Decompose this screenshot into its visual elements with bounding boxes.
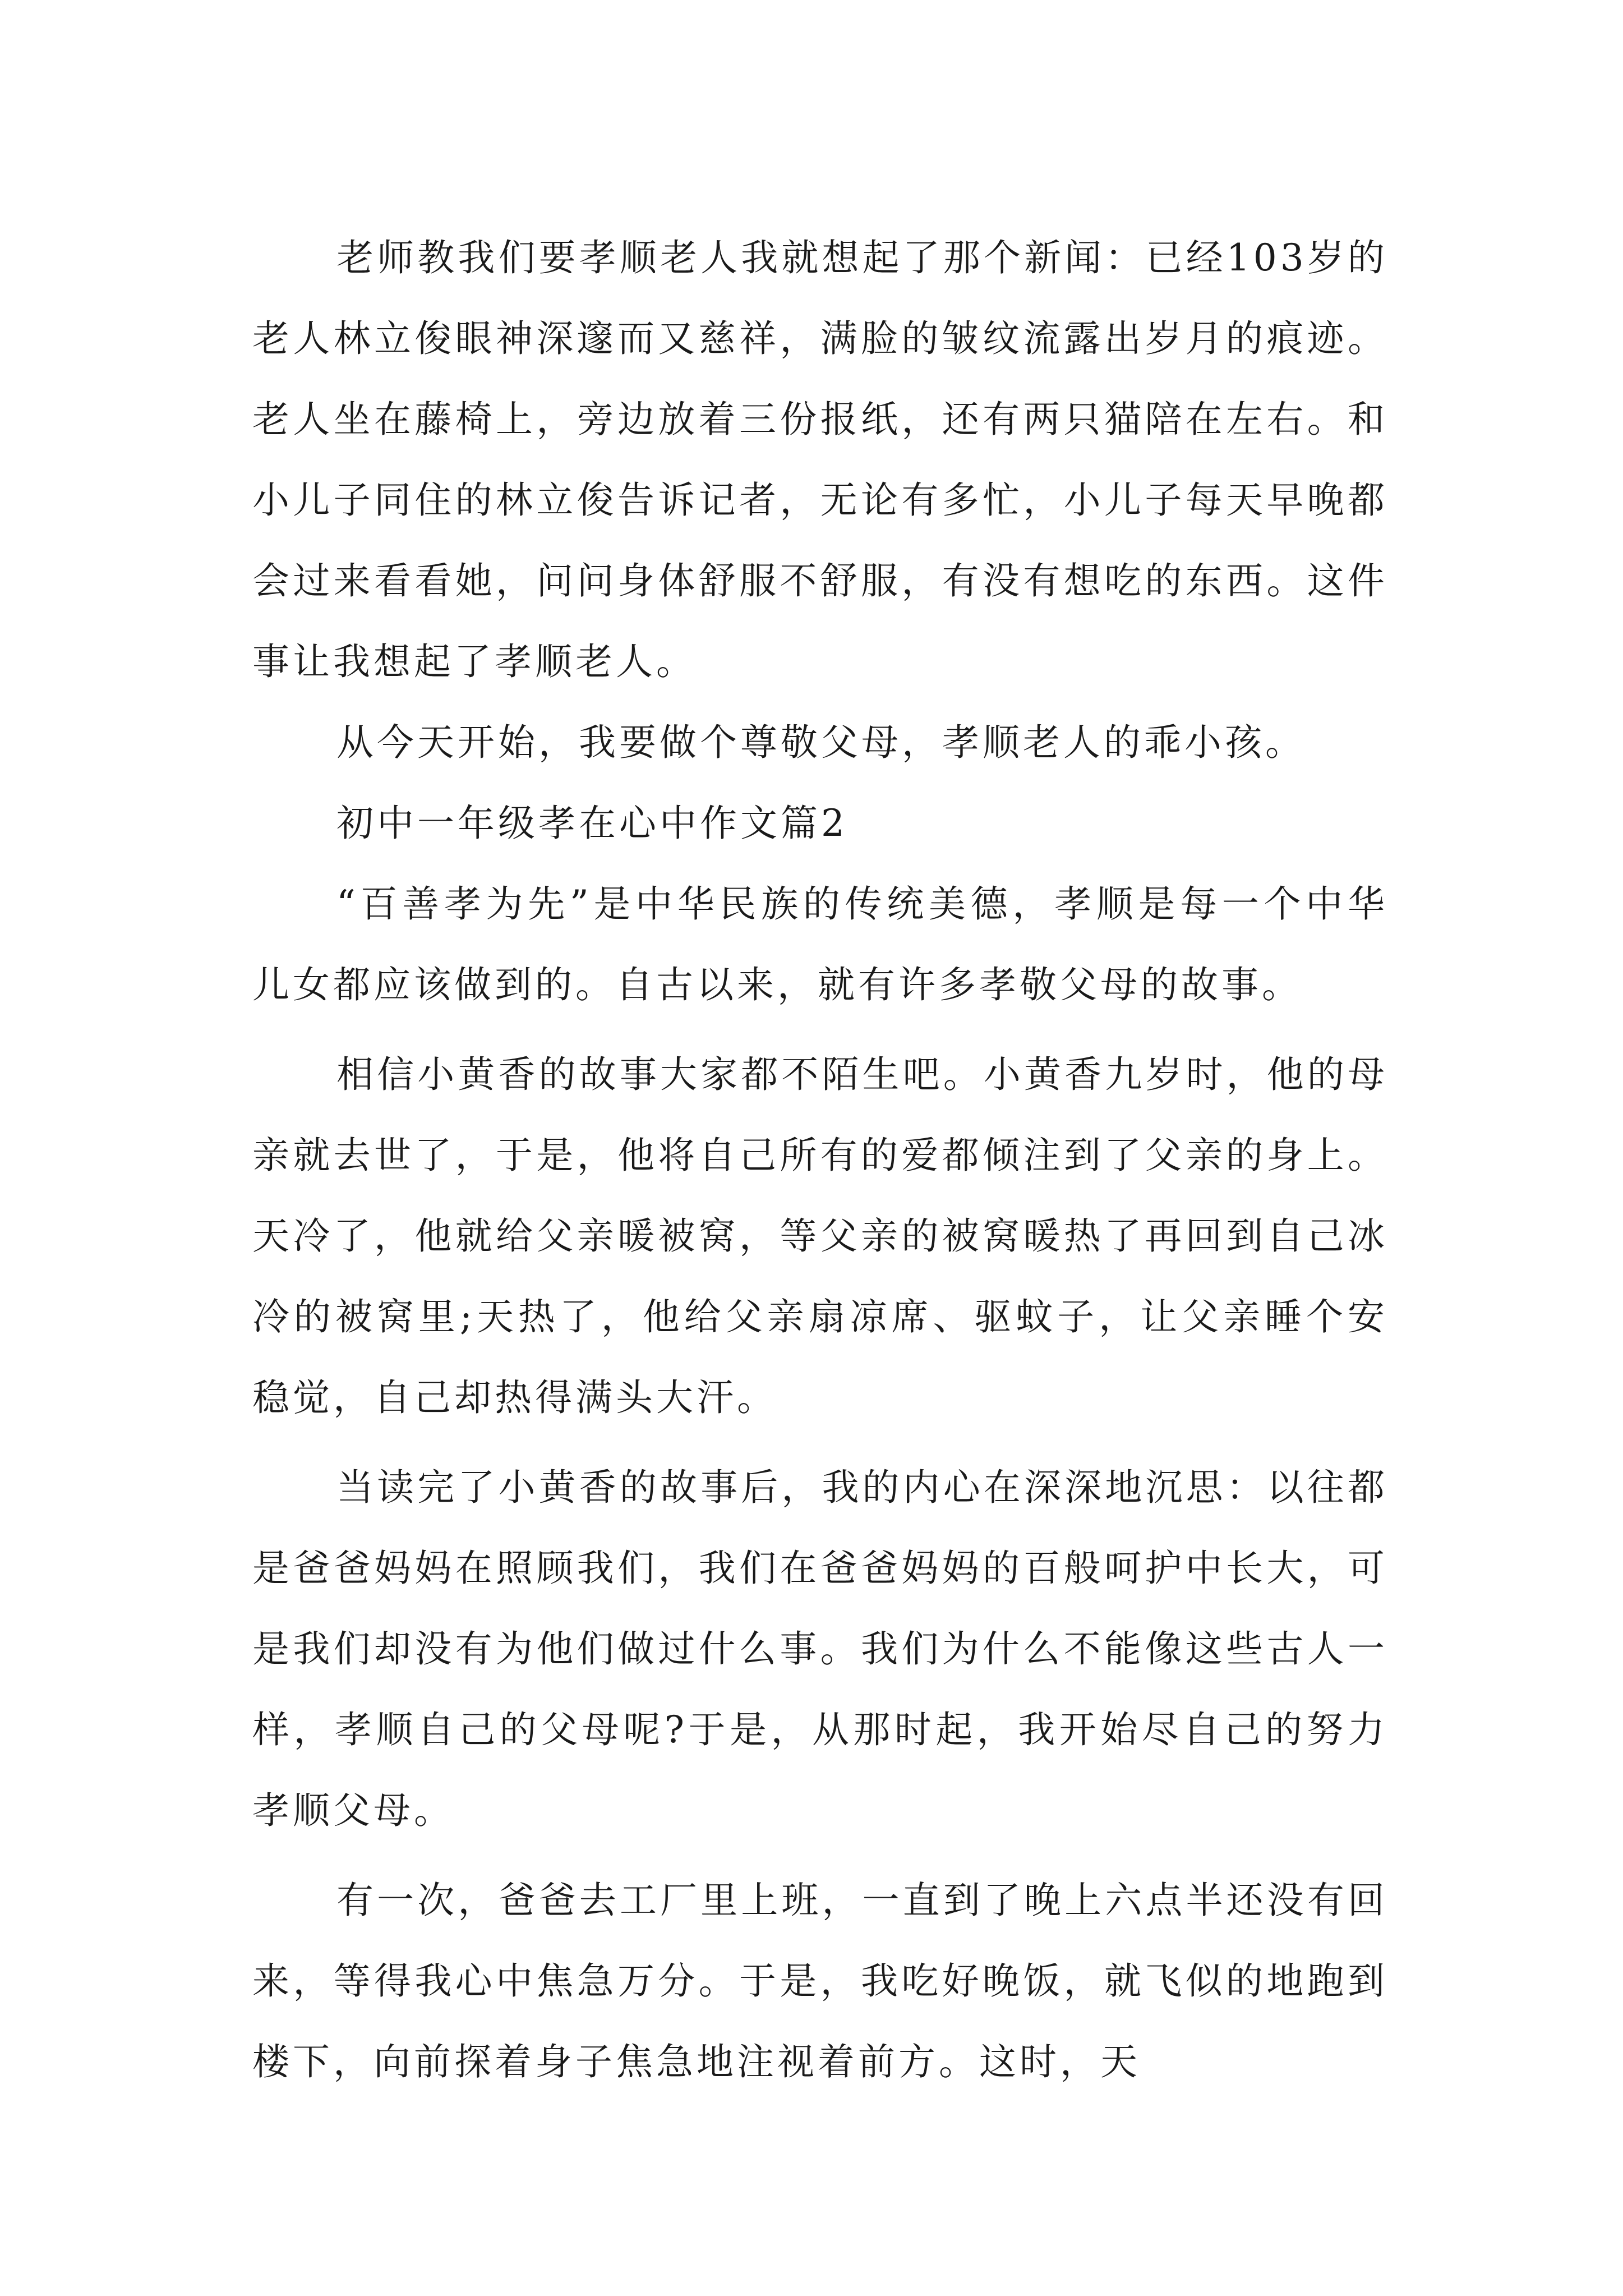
- essay-heading: 初中一年级孝在心中作文篇2: [336, 802, 848, 845]
- document-body: [252, 218, 1388, 2102]
- paragraph-4: 相信小黄香的故事大家都不陌生吧。小黄香九岁时，他的母亲就去世了，于是，他将自己所有的爱都倾注到了父亲的身上。天冷了，他就给父亲暖被窝，等父亲的被窝暖热了再回到自己冰冷的被窝里;天热了，他给父亲扇凉席、驱蚊子，让父亲睡个安稳觉，自己却热得满头大汗。: [252, 1053, 1388, 1419]
- paragraph-2: 从今天开始，我要做个尊敬父母，孝顺老人的乖小孩。: [336, 721, 1306, 764]
- paragraph-1: 老师教我们要孝顺老人我就想起了那个新闻：已经103岁的老人林立俊眼神深邃而又慈祥，满脸的皱纹流露出岁月的痕迹。老人坐在藤椅上，旁边放着三份报纸，还有两只猫陪在左右。和小儿子同住的林立俊告诉记者，无论有多忙，小儿子每天早晚都会过来看看她，问问身体舒服不舒服，有没有想吃的东西。这件事让我想起了孝顺老人。: [252, 236, 1388, 683]
- paragraph-3: “百善孝为先”是中华民族的传统美德，孝顺是每一个中华儿女都应该做到的。自古以来，就有许多孝敬父母的故事。: [252, 882, 1388, 1006]
- paragraph-5: 当读完了小黄香的故事后，我的内心在深深地沉思：以往都是爸爸妈妈在照顾我们，我们在爸爸妈妈的百般呵护中长大，可是我们却没有为他们做过什么事。我们为什么不能像这些古人一样，孝顺自己的父母呢?于是，从那时起，我开始尽自己的努力孝顺父母。: [252, 1466, 1388, 1832]
- paragraph-6: 有一次，爸爸去工厂里上班，一直到了晚上六点半还没有回来，等得我心中焦急万分。于是，我吃好晚饭，就飞似的地跑到楼下，向前探着身子焦急地注视着前方。这时，天: [252, 1879, 1388, 2083]
